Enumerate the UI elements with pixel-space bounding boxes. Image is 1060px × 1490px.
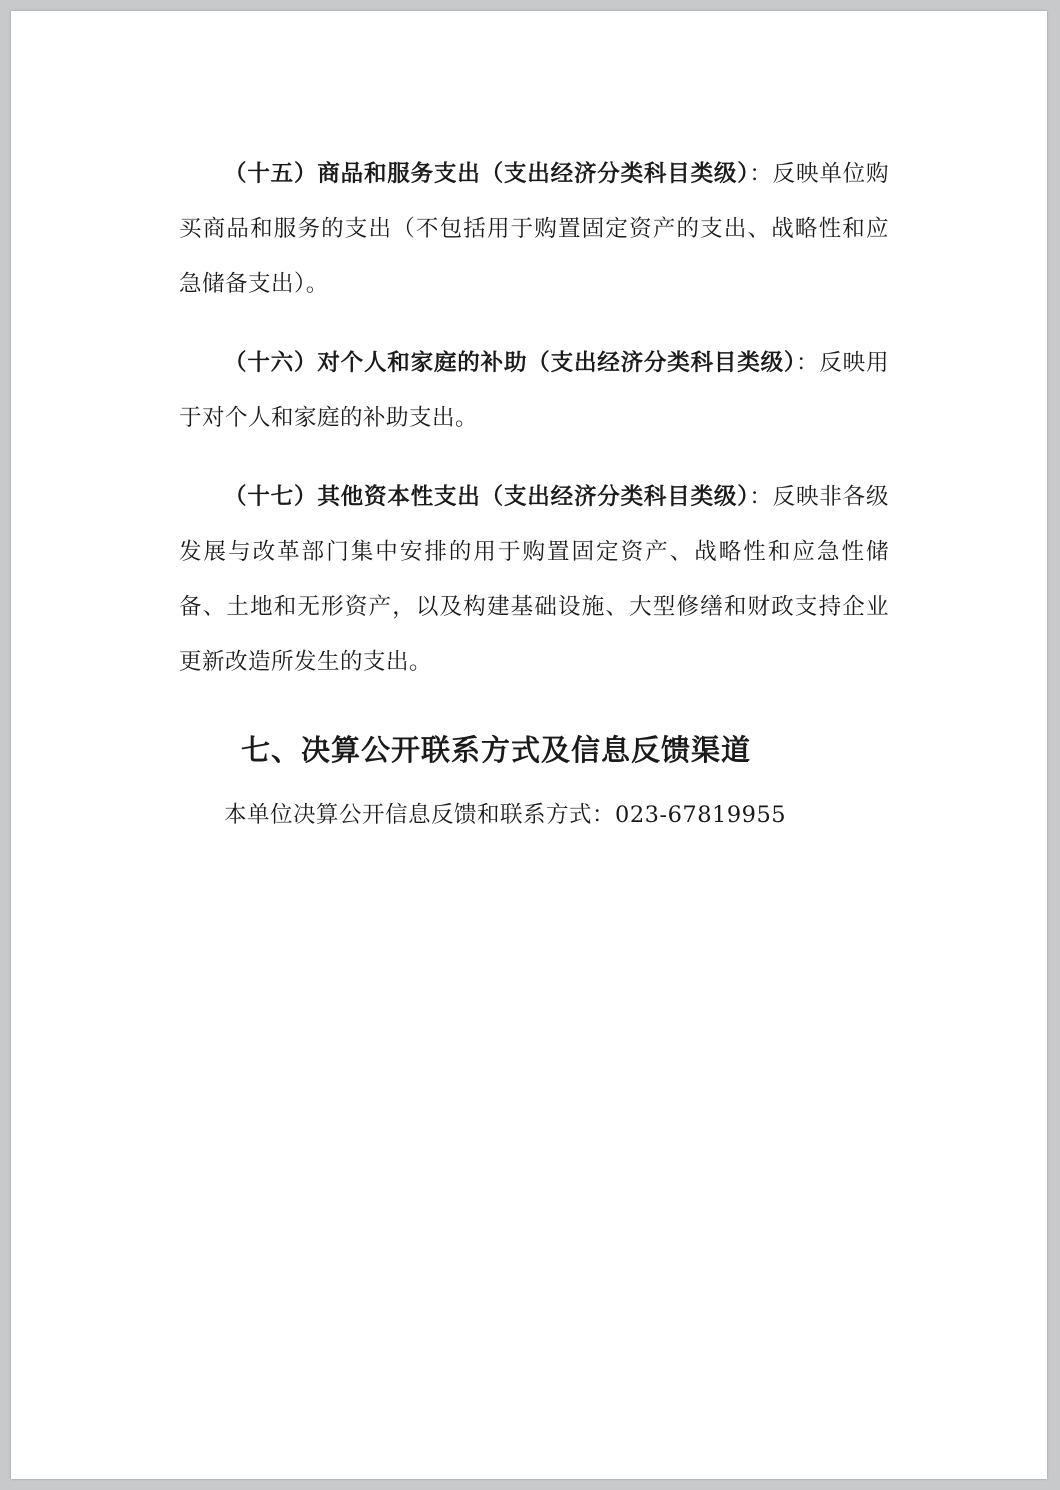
page-content	[179, 147, 889, 843]
paragraph-household-subsidies	[179, 336, 889, 446]
contact-phone: 023-67819955	[615, 802, 787, 828]
document-page	[11, 11, 1047, 1479]
paragraph-text: ：反映非各级发展与改革部门集中安排的用于购置固定资产、战略性和应急性储备、土地和无形资产，以及构建基础设施、大型修缮和财政支持企业更新改造所发生的支出。	[179, 484, 889, 675]
paragraph-label: （十五）商品和服务支出（支出经济分类科目类级）	[224, 161, 750, 187]
contact-line	[179, 788, 889, 843]
contact-label: 本单位决算公开信息反馈和联系方式：	[224, 802, 616, 828]
paragraph-other-capital	[179, 470, 889, 690]
paragraph-goods-services	[179, 147, 889, 312]
paragraph-label: （十六）对个人和家庭的补助（支出经济分类科目类级）	[224, 350, 796, 376]
paragraph-text: ：反映单位购买商品和服务的支出（不包括用于购置固定资产的支出、战略性和应急储备支出）。	[179, 161, 889, 297]
section-heading: 七、决算公开联系方式及信息反馈渠道	[241, 733, 752, 767]
paragraph-label: （十七）其他资本性支出（支出经济分类科目类级）	[224, 484, 750, 510]
paragraph-text: ：反映用于对个人和家庭的补助支出。	[179, 350, 889, 431]
